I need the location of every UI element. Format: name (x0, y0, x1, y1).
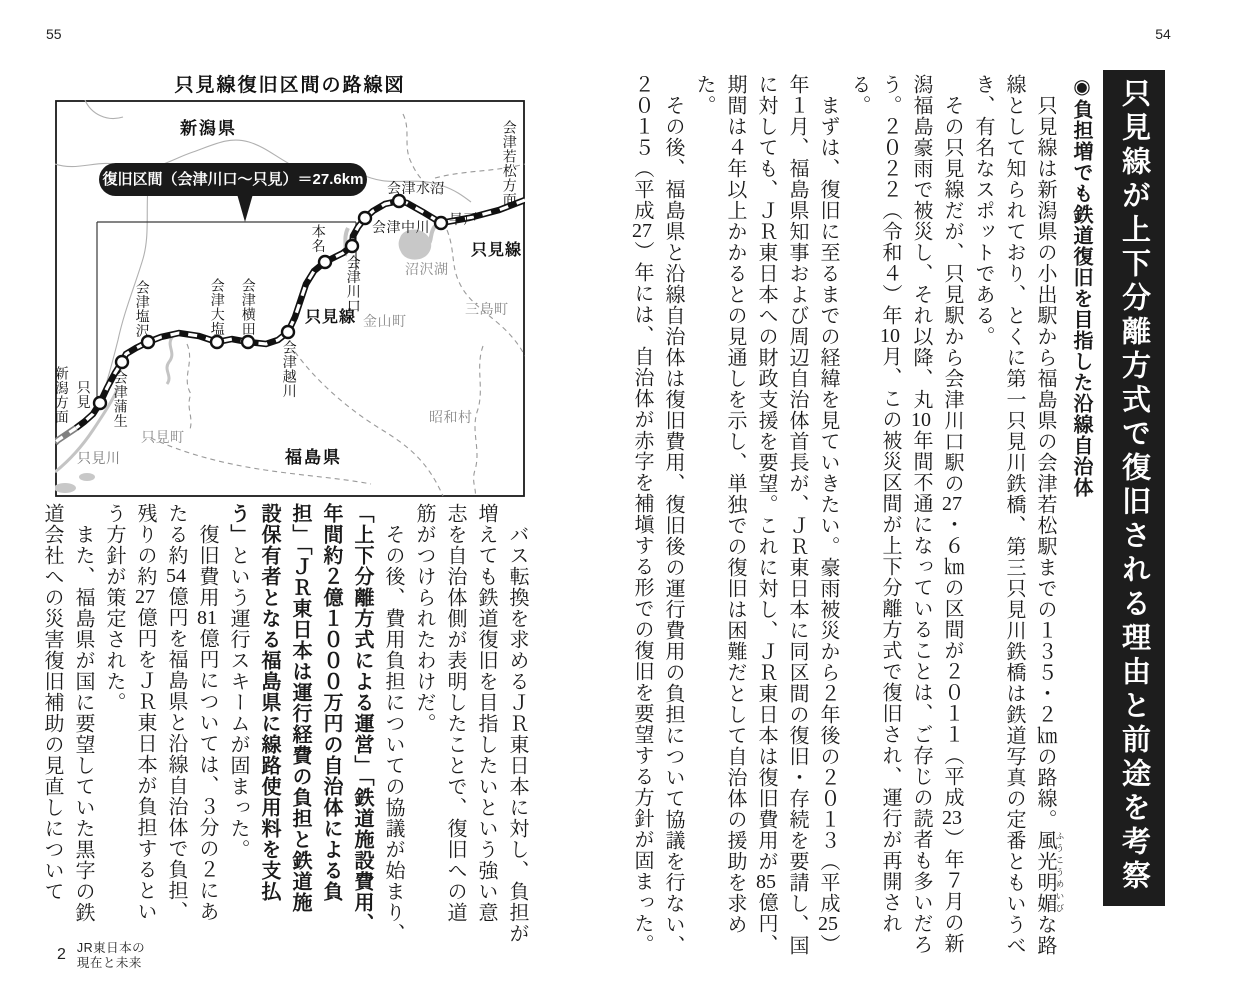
label-station-yokota: 会津横田 (240, 278, 257, 336)
map-border (53, 101, 524, 496)
label-lake-numazawa: 沼沢湖 (405, 261, 449, 277)
label-tadami-town: 只見町 (141, 429, 185, 445)
station-dot-tadami (94, 397, 106, 409)
text-column-9: 年１月、福島県知事および周辺自治体首長が、ＪＲ東日本に同区間の復旧・存続を要請し、国 (786, 74, 808, 956)
station-dot-hayato (435, 217, 447, 229)
text-column-13: ２０１５（平成27）年には、自治体が赤字を補塡する形での復旧を要望する方針が固まった。 (631, 74, 653, 955)
footer-series-title (77, 941, 145, 971)
chapter-title-banner: 只見線が上下分離方式で復旧される理由と前途を考察 (1103, 70, 1165, 906)
chapter-footer (57, 941, 145, 971)
footer-series-line1: JR東日本の (76, 941, 146, 955)
page-number-55: 55 (46, 26, 62, 42)
text-column-6: 潟福島豪雨で被災し、それ以降、丸10年間不通になっていることは、ご存じの読者も多いだろ (910, 74, 932, 955)
badge-pointer (237, 194, 253, 222)
footer-chapter-number: 2 (57, 946, 66, 963)
text-column-4: き、有名なスポットである。 (972, 74, 994, 347)
label-tadami-river: 只見川 (77, 450, 121, 466)
text-column-10: に対しても、ＪＲ東日本への財政支援を要望。これに対し、ＪＲ東日本は復旧費用が85億円、 (755, 74, 777, 955)
text-column-8: 担」「ＪＲ東日本は運行経費の負担と鉄道施 (289, 503, 311, 913)
text-column-14: う方針が策定された。 (103, 503, 125, 713)
label-station-honna: 本名 (310, 224, 327, 253)
station-dot-honna (319, 256, 331, 268)
station-dot-yokota (242, 336, 254, 348)
label-station-nakagawa: 会津中川 (372, 219, 430, 235)
label-station-shiozawa: 会津塩沢 (134, 280, 151, 338)
text-column-1: ◉負担増でも鉄道復旧を目指した沿線自治体 (1070, 74, 1092, 498)
label-mishima-town: 三島町 (465, 301, 509, 317)
station-dot-koshikawa (282, 326, 294, 338)
label-kaneyama-town: 金山町 (363, 313, 407, 329)
label-tadami-line-west: 只見線 (305, 309, 357, 326)
text-column-10: う」という運行スキームが固まった。 (227, 503, 249, 860)
route-map-svg (55, 100, 525, 497)
label-station-hayato: 早戸 (449, 211, 478, 227)
label-station-kawaguchi: 会津川口 (345, 255, 362, 313)
map-title: 只見線復旧区間の路線図 (174, 75, 406, 96)
map-canvas (55, 100, 525, 497)
label-niigata-direction: 新潟方面 (53, 366, 70, 424)
text-column-15: また、福島県が国に要望していた黒字の鉄 (72, 503, 94, 923)
footer-series-line2: 現在と未来 (76, 956, 142, 970)
text-column-6: 「上下分離方式による運営」「鉄道施設費用、 (351, 503, 373, 934)
label-tadami-line-east: 只見線 (471, 242, 523, 259)
page-number-54: 54 (1155, 26, 1171, 42)
railway-niigata-direction (55, 428, 76, 443)
text-column-7: う。２０２２（令和４）年10月、この被災区間が上下分離方式で復旧され、運行が再開される。 (848, 74, 901, 934)
text-column-13: 残りの約27億円をＪＲ東日本が負担するとい (134, 503, 156, 922)
text-column-12: その後、福島県と沿線自治体は復旧費用、復旧後の運行費用の負担について協議を行ない、 (662, 74, 684, 956)
text-column-2: 只見線は新潟県の小出駅から福島県の会津若松駅までの１３５・２㎞の路線。風光明媚 ふうこうめいびな路 (1034, 74, 1065, 956)
label-fukushima-pref: 福島県 (285, 448, 342, 467)
label-station-gamo: 会津蒲生 (112, 370, 129, 428)
text-column-5: その只見線だが、只見駅から会津川口駅の27・６㎞の区間が２０１１（平成23）年７月の新 (941, 74, 963, 954)
text-column-3: 線として知られており、とくに第一只見川鉄橋、第三只見川鉄橋は鉄道写真の定番ともいうべ (1003, 74, 1025, 956)
label-station-tadami: 只見 (75, 380, 92, 409)
route-map (55, 70, 525, 497)
text-column-11: 復旧費用81億円については、３分の２にあ (196, 503, 218, 922)
label-station-koshikawa: 会津越川 (281, 340, 298, 398)
station-dot-gamo (116, 356, 128, 368)
label-station-mizunuma: 会津水沼 (387, 180, 445, 196)
text-column-3: 志を自治体側が表明したことで、復旧への道 (444, 503, 466, 923)
body-text-page-55 (41, 503, 532, 973)
label-station-oshio: 会津大塩 (209, 278, 226, 336)
station-dot-mizunuma (393, 195, 405, 207)
station-dot-kawaguchi (346, 240, 358, 252)
station-dot-nakagawa (359, 212, 371, 224)
text-column-2: 増えても鉄道復旧を目指したいという強い意 (475, 503, 497, 923)
station-dot-oshio (211, 336, 223, 348)
text-column-8: まずは、復旧に至るまでの経緯を見ていきたい。豪雨被災から２年後の２０１３（平成25） (817, 74, 839, 955)
label-niigata-pref: 新潟県 (180, 119, 237, 138)
text-column-11: 期間は４年以上かかるとの見通しを示し、単独での復旧は困難だとして自治体の援助を求めた。 (693, 74, 746, 935)
body-text-page-54 (631, 74, 1096, 958)
text-column-16: 道会社への災害復旧補助の見直しについて (41, 503, 63, 902)
text-column-7: 年間約２億１０００万円の自治体による負 (320, 503, 342, 902)
text-column-12: たる約54億円を福島県と沿線自治体で負担、 (165, 503, 187, 922)
text-column-9: 設保有者となる福島県に線路使用料を支払 (258, 503, 280, 902)
label-showa-village: 昭和村 (429, 409, 473, 425)
text-column-4: 筋がつけられたわけだ。 (413, 503, 435, 734)
text-column-5: その後、費用負担についての協議が始まり、 (382, 503, 404, 944)
label-aizuwakamatsu-direction: 会津若松方面 (501, 120, 518, 207)
restored-section-badge: 復旧区間（会津川口～只見）＝27.6km (99, 163, 367, 196)
text-column-1: バス転換を求めるＪＲ東日本に対し、負担が (506, 503, 528, 944)
